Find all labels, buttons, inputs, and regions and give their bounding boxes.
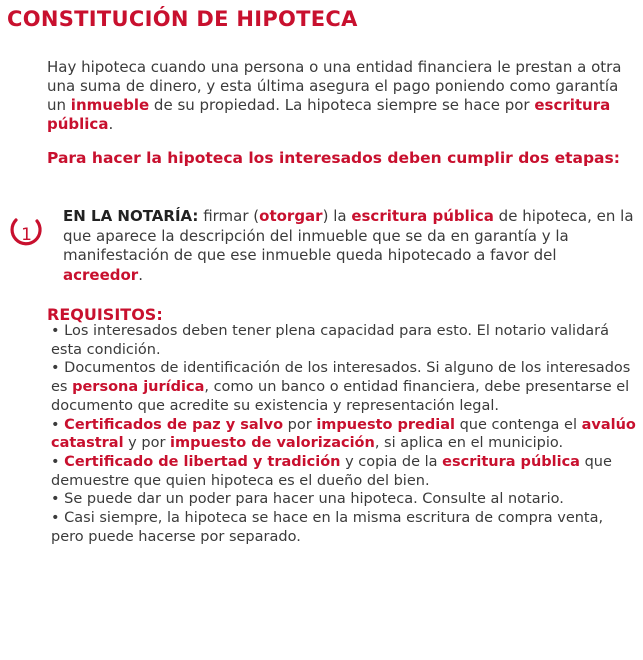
- term-impuesto-valorizacion: impuesto de valorización: [170, 435, 375, 452]
- intro-text: .: [108, 115, 114, 133]
- step-1-lead: EN LA NOTARÍA:: [63, 207, 199, 225]
- step-1-text: [63, 207, 639, 285]
- term-persona-juridica: persona jurídica: [72, 379, 205, 396]
- step-text: .: [138, 265, 143, 284]
- term-acreedor: acreedor: [63, 265, 139, 284]
- step-number: 1: [21, 225, 32, 245]
- requisito-text: por: [283, 416, 317, 433]
- requisito-text: •: [51, 453, 65, 470]
- term-otorgar: otorgar: [259, 207, 323, 225]
- intro-paragraph: [47, 58, 637, 134]
- intro-text: Hay hipoteca cuando una persona o una entidad financiera le prestan a otra una suma de dinero, y esta última asegura el pago poniendo como garantía un: [47, 58, 622, 114]
- page-title: CONSTITUCIÓN DE HIPOTECA: [7, 7, 358, 31]
- term-escritura-publica: escritura pública: [351, 207, 494, 225]
- term-avaluo-catastral: avalúo catastral: [51, 416, 636, 452]
- requisito-text: que contenga el: [454, 416, 582, 433]
- requisitos-heading: REQUISITOS:: [47, 305, 163, 324]
- term-certificado-libertad-tradicion: Certificado de libertad y tradición: [64, 453, 341, 470]
- step-text: firmar (: [198, 207, 260, 225]
- stages-heading: Para hacer la hipoteca los interesados deben cumplir dos etapas:: [47, 149, 620, 167]
- requisito-item: • Se puede dar un poder para hacer una hipoteca. Consulte al notario.: [51, 491, 564, 508]
- requisito-text: , como un banco o entidad financiera, debe presentarse el documento que acredite su existencia y representación legal.: [51, 379, 630, 414]
- intro-text: de su propiedad. La hipoteca siempre se hace por: [149, 96, 535, 114]
- requisito-text: y por: [123, 435, 171, 452]
- requisito-text: •: [51, 416, 65, 433]
- term-impuesto-predial: impuesto predial: [316, 416, 455, 433]
- requisito-item: • Los interesados deben tener plena capacidad para esto. El notario validará esta condición.: [51, 323, 610, 358]
- requisitos-list: [51, 322, 636, 546]
- term-inmueble: inmueble: [70, 96, 150, 114]
- requisito-text: que demuestre que quien hipoteca es el dueño del bien.: [51, 453, 612, 489]
- step-number-badge: [7, 213, 43, 249]
- term-escritura-publica: escritura pública: [442, 453, 580, 470]
- requisito-item: [51, 453, 636, 490]
- requisito-item: [51, 416, 636, 453]
- term-certificados-paz-y-salvo: Certificados de paz y salvo: [64, 416, 284, 433]
- requisito-item: • Casi siempre, la hipoteca se hace en la misma escritura de compra venta, pero puede hacerse por separado.: [51, 510, 604, 545]
- requisito-text: , si aplica en el municipio.: [374, 435, 564, 452]
- requisito-text: y copia de la: [340, 453, 443, 470]
- term-escritura-publica: escritura pública: [47, 96, 611, 133]
- step-text: ) la: [322, 207, 352, 225]
- requisito-item: [51, 359, 636, 415]
- requisito-text: • Documentos de identificación de los interesados. Si alguno de los interesados es: [51, 360, 631, 396]
- step-text: de hipoteca, en la que aparece la descripción del inmueble que se da en garantía y la manifestación de que ese inmueble queda hipotecado a favor del: [63, 207, 634, 264]
